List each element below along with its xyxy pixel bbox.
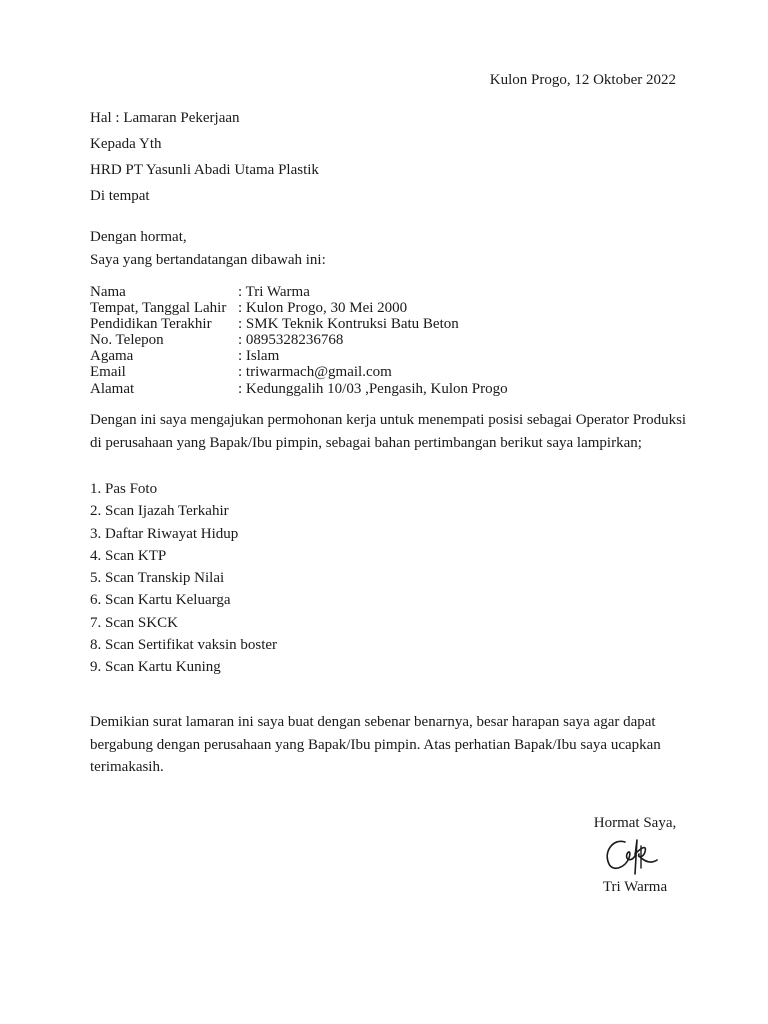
field-value-agama: : Islam bbox=[238, 348, 280, 364]
field-label-agama: Agama bbox=[90, 348, 134, 364]
list-item: 6. Scan Kartu Keluarga bbox=[90, 592, 231, 609]
attachment-list bbox=[90, 480, 277, 681]
list-item: 1. Pas Foto bbox=[90, 481, 158, 497]
field-label-nama: Nama bbox=[90, 284, 126, 300]
field-label-alamat: Alamat bbox=[90, 381, 135, 397]
closing-paragraph: Demikian surat lamaran ini saya buat dengan sebenar benarnya, besar harapan saya agar dapat bergabung dengan perusahaan yang Bapak/Ibu pimpin. Atas perhatian Bapak/Ibu saya ucapkan terimakasih. bbox=[90, 714, 661, 775]
field-value-nama: : Tri Warma bbox=[238, 284, 310, 300]
signature-icon bbox=[595, 834, 675, 878]
body-paragraph: Dengan ini saya mengajukan permohonan kerja untuk menempati posisi sebagai Operator Produksi di perusahaan yang Bapak/Ibu pimpin, sebagai bahan pertimbangan berikut saya lampirkan; bbox=[90, 412, 687, 451]
list-item: 7. Scan SKCK bbox=[90, 614, 178, 631]
list-item: 3. Daftar Riwayat Hidup bbox=[90, 525, 239, 542]
list-item: 8. Scan Sertifikat vaksin boster bbox=[90, 637, 278, 654]
closing-salutation: Hormat Saya, bbox=[593, 815, 677, 831]
field-label-pendidikan: Pendidikan Terakhir bbox=[90, 316, 212, 332]
list-item: 2. Scan Ijazah Terkahir bbox=[90, 503, 229, 520]
list-item: 5. Scan Transkip Nilai bbox=[90, 570, 225, 587]
field-value-alamat: : Kedunggalih 10/03 ,Pengasih, Kulon Progo bbox=[238, 381, 508, 397]
place-date: Kulon Progo, 12 Oktober 2022 bbox=[489, 72, 676, 88]
list-item: 9. Scan Kartu Kuning bbox=[90, 659, 221, 676]
field-label-ttl: Tempat, Tanggal Lahir bbox=[90, 300, 227, 316]
greeting: Dengan hormat, bbox=[90, 229, 187, 245]
subject-line: Hal : Lamaran Pekerjaan bbox=[90, 110, 240, 126]
recipient-line-1: Kepada Yth bbox=[90, 136, 162, 152]
recipient-line-3: Di tempat bbox=[90, 188, 150, 204]
field-value-email: : triwarmach@gmail.com bbox=[238, 364, 392, 380]
field-label-email: Email bbox=[90, 364, 126, 380]
signature-block bbox=[560, 814, 710, 896]
field-value-ttl: : Kulon Progo, 30 Mei 2000 bbox=[238, 300, 408, 316]
field-value-pendidikan: : SMK Teknik Kontruksi Batu Beton bbox=[238, 316, 459, 332]
field-label-telepon: No. Telepon bbox=[90, 332, 164, 348]
field-value-telepon: : 0895328236768 bbox=[238, 332, 344, 348]
signer-name: Tri Warma bbox=[602, 879, 668, 895]
intro-line: Saya yang bertandatangan dibawah ini: bbox=[90, 252, 326, 268]
list-item: 4. Scan KTP bbox=[90, 547, 167, 564]
recipient-line-2: HRD PT Yasunli Abadi Utama Plastik bbox=[90, 162, 319, 178]
